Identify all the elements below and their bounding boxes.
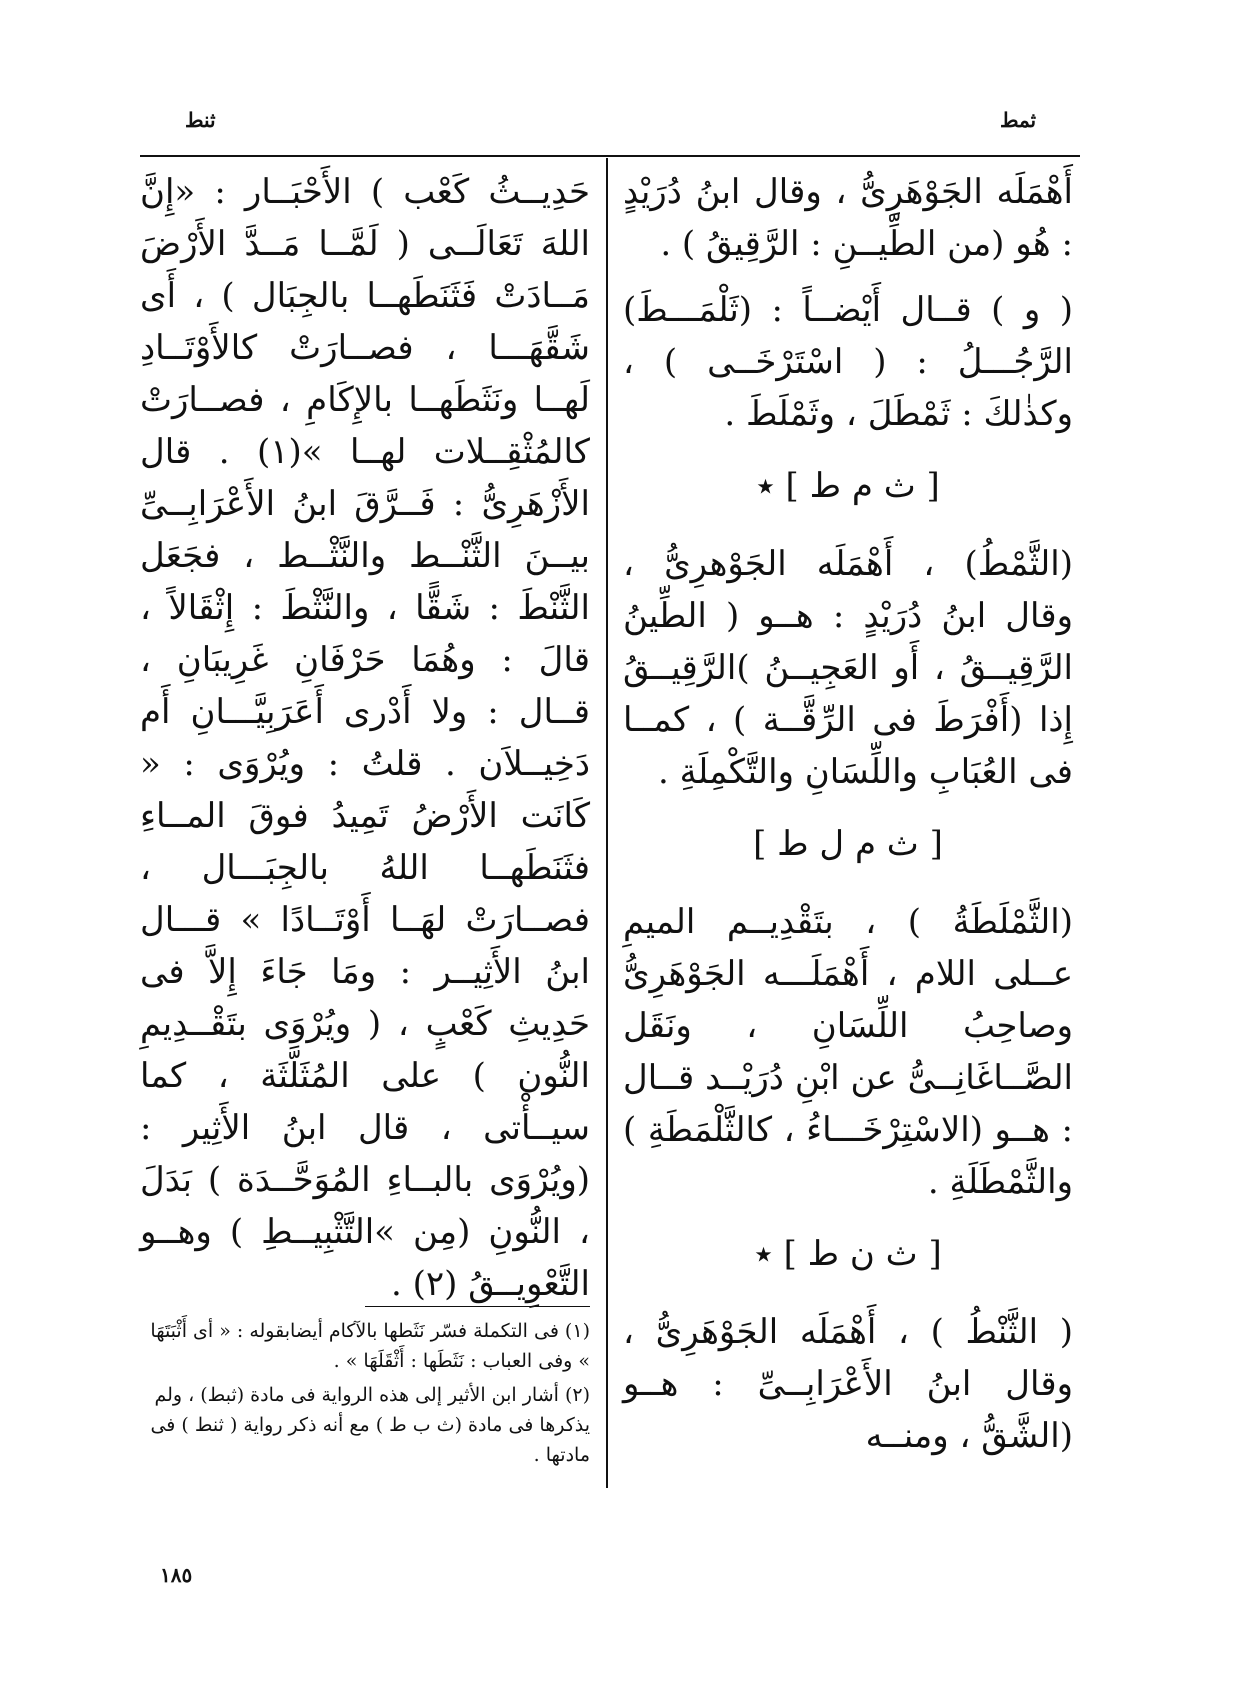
entry-heading: [ ث م ط ] ٭ — [756, 466, 940, 506]
entry-text: حَدِيــثُ كَعْب ) الأَحْبَــار : «إِنَّ اللهَ تَعَالَــى ( لَمَّــا مَــدَّ الأَرْضَ مَــادَتْ فَثَنَطَهــا بالجِبَال ) ، أَى شَقَّهَـــا ، فصــارَتْ كالأَوْتَــادِ لَهــا ونَثَطَهــا بالإِكَامِ ، فصــارَتْ كالمُثْقِــلات لهــا »(١) . قال الأَزْهَرِىُّ : فَــرَّقَ ابنُ الأَعْرَابِــىِّ بيــنَ الثَّنْــط والنَّثْــط ، فجَعَل الثَّنْطَ : شَقًّا ، والنَّثْطَ : إِثْقَالاً ، قالَ : وهُمَا حَرْفَانِ غَرِيبَانِ ، قــال : ولا أَدْرى أَعَرَبِيَّـــانِ أَم دَخِيــلاَن . قلتُ : ويُرْوَى : « كَانَت الأَرْضُ تَمِيدُ فوقَ المــاءِ فثَنَطَهــا اللهُ بالجِبَـــال ، فصــارَتْ لهَــا أَوْتَــادًا » قـــال ابنُ الأَثِيــر : ومَا جَاءَ إِلاَّ فى حَدِيثِ كَعْبٍ ، ( ويُرْوَى بتَقْــدِيمِ النُّون ) على المُثَلَّثَة ، كما سيــأْتى ، قال ابنُ الأَثِير : (ويُرْوَى بالبــاءِ المُوَحَّــدَة ) بَدَلَ ، النُّونِ (مِن »التَّثْبِيــطِ ) وهــو التَّعْوِيــقُ (٢) . — [140, 172, 590, 1304]
entry-heading: [ ث ن ط ] ٭ — [754, 1234, 942, 1274]
footnotes — [140, 1316, 590, 1474]
running-head-right: ثمط — [1000, 108, 1037, 132]
page-number: ١٨٥ — [160, 1563, 193, 1587]
footnote: (٢) أشار ابن الأثير إلى هذه الرواية فى مادة (ثبط) ، ولم يذكرها فى مادة (ث ب ط ) مع أنه ذكر رواية ( ثنط ) فى مادتها . — [150, 1384, 590, 1466]
running-head-left: ثنط — [185, 108, 216, 132]
footnote-rule — [365, 1306, 590, 1307]
right-column — [623, 166, 1073, 1476]
header-rule — [140, 155, 1080, 157]
entry-text: (الثَّمْطُ) ، أَهْمَلَه الجَوْهرِىُّ ، وقال ابنُ دُرَيْدٍ : هــو ( الطِّينُ الرَّقِيــقُ ، أَو العَجِيــنُ )الرَّقِيــقُ إِذا (أَفْرَطَ فى الرِّقَّــة ) ، كمــا فى العُبَابِ واللِّسَانِ والتَّكْمِلَةِ . — [623, 544, 1073, 792]
entry-heading: [ ث م ل ط ] — [753, 824, 943, 864]
column-divider — [606, 158, 608, 1488]
left-column — [140, 166, 590, 1324]
entry-text: ( الثَّنْطُ ) ، أَهْمَلَه الجَوْهَرِىُّ ، وقال ابنُ الأَعْرَابِــىِّ : هــو (الشَّقُّ ، ومنــه — [623, 1312, 1073, 1456]
entry-text: أَهْمَلَه الجَوْهَرِىُّ ، وقال ابنُ دُرَيْدٍ : هُو (من الطِّيــنِ : الرَّقِيقُ ) . — [623, 172, 1073, 264]
entry-text: (الثَّمْلَطَةُ ) ، بتَقْدِيــم الميمِ عــلى اللام ، أَهْمَلَـــه الجَوْهَرِىُّ وصاحِبُ اللِّسَانِ ، ونَقَل الصَّــاغَانِــىُّ عن ابْنِ دُرَيْــد قــال : هــو (الاسْتِرْخَـــاءُ ، كالثَّلْمَطَةِ ) والثَّمْطَلَةِ . — [623, 902, 1073, 1202]
entry-text: ( و ) قــال أَيْضــاً : (ثَلْمَـــطَ) الرَّجُـــلُ : ( اسْتَرْخَــى ) ، وكذٰلكَ : ثَمْطَلَ ، وثَمْلَطَ . — [623, 290, 1073, 434]
footnote: (١) فى التكملة فسّر نَثَطها بالآكام أيضابقوله : « أى أَثْبَتَهَا » وفى العباب : نَثَطَها : أَثْقَلَهَا » . — [150, 1320, 590, 1372]
